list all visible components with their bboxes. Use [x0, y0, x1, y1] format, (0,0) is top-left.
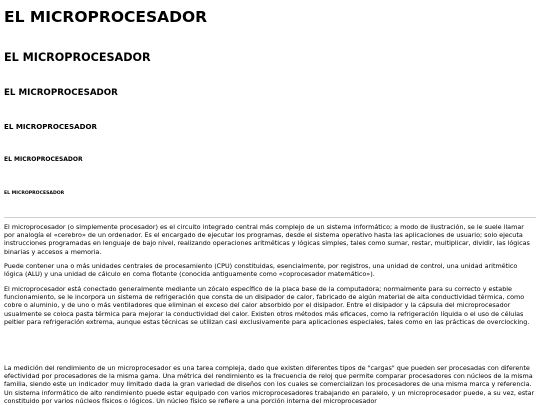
paragraph-performance: La medición del rendimiento de un microprocesador es una tarea compleja, dado que existen diferentes tipos de "cargas" que pueden ser procesadas con diferente efectividad por procesadores de la misma gama. Una métrica del rendimiento es la frecuencia de reloj que permite comparar procesadores con núcleos de la misma familia, siendo este un indicador muy limitado dada la gran variedad de diseños con los cuales se comercializan los procesadores de una misma marca y referencia. Un sistema informático de alto rendimiento puede estar equipado con varios microprocesadores trabajando en paralelo, y un microprocesador puede, a su vez, estar constituido por varios núcleos físicos o lógicos. Un núcleo físico se refiere a una porción interna del microprocesador: [4, 364, 535, 405]
heading-level-5: EL MICROPROCESADOR: [4, 156, 83, 163]
heading-level-1: EL MICROPROCESADOR: [4, 8, 208, 26]
heading-level-4: EL MICROPROCESADOR: [4, 122, 97, 131]
horizontal-rule: [4, 217, 536, 218]
paragraph-cooling: El microprocesador está conectado generalmente mediante un zócalo específico de la placa base de la computadora; normalmente para su correcto y estable funcionamiento, se le incorpora un sistema de refrigeración que consta de un disipador de calor, fabricado de algún material de alta conductividad térmica, como cobre o aluminio, y de uno o más ventiladores que eliminan el exceso del calor absorbido por el disipador. Entre el disipador y la cápsula del microprocesador usualmente se coloca pasta térmica para mejorar la conductividad del calor. Existen otros métodos más eficaces, como la refrigeración líquida o el uso de células peltier para refrigeración extrema, aunque estas técnicas se utilizan casi exclusivamente para aplicaciones especiales, tales como en las prácticas de overclocking.: [4, 285, 530, 326]
paragraph-intro: El microprocesador (o simplemente procesador) es el circuito integrado central más complejo de un sistema informático; a modo de ilustración, se le suele llamar por analogía el «cerebro» de un ordenador. Es el encargado de ejecutar los programas, desde el sistema operativo hasta las aplicaciones de usuario; solo ejecuta instrucciones programadas en lenguaje de bajo nivel, realizando operaciones aritméticas y lógicas simples, tales como sumar, restar, multiplicar, dividir, las lógicas binarias y accesos a memoria.: [4, 223, 530, 256]
heading-level-3: EL MICROPROCESADOR: [4, 88, 118, 98]
heading-level-6: EL MICROPROCESADOR: [4, 191, 65, 196]
paragraph-cpu-units: Puede contener una o más unidades centrales de procesamiento (CPU) constituidas, esencialmente, por registros, una unidad de control, una unidad aritmético lógica (ALU) y una unidad de cálculo en coma flotante (conocida antiguamente como «coprocesador matemático»).: [4, 262, 518, 279]
heading-level-2: EL MICROPROCESADOR: [4, 51, 151, 64]
